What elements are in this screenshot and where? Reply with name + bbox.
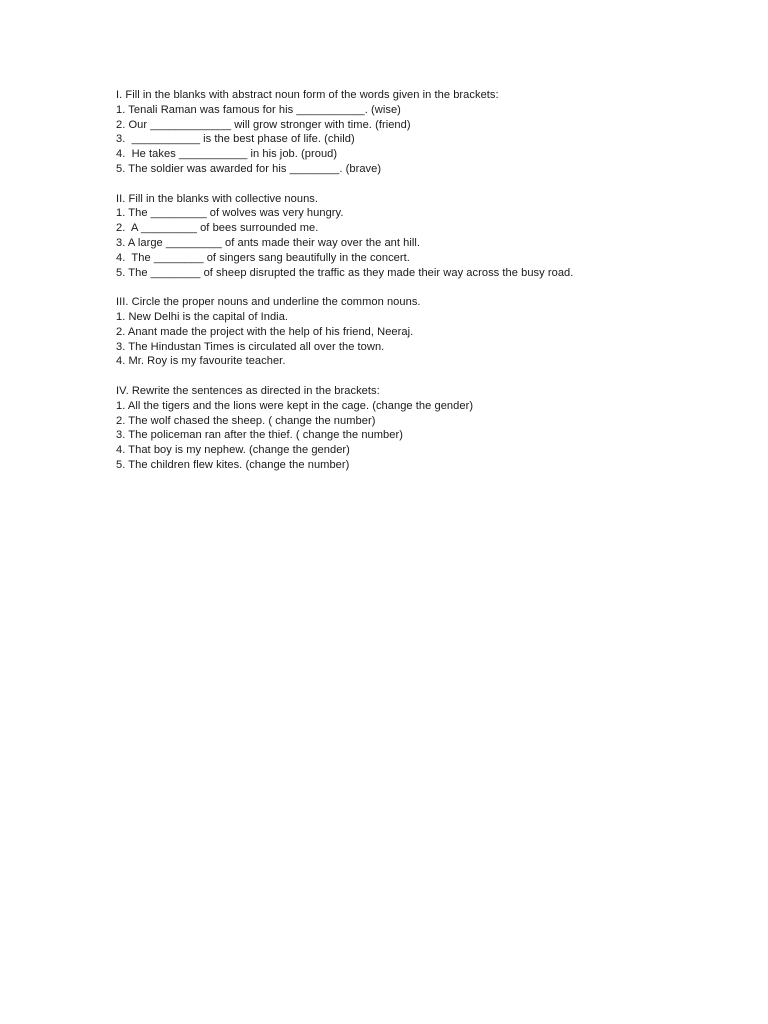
section-heading: III. Circle the proper nouns and underline the common nouns. [116, 296, 421, 309]
question-item: 4. Mr. Roy is my favourite teacher. [116, 355, 286, 368]
question-item: 4. He takes ___________ in his job. (proud) [116, 148, 338, 161]
question-item: 5. The soldier was awarded for his ________. (brave) [116, 162, 382, 175]
question-item: 3. A large _________ of ants made their way over the ant hill. [116, 236, 421, 249]
section-abstract-nouns [116, 88, 736, 177]
question-item: 3. ___________ is the best phase of life. (child) [116, 133, 355, 146]
question-item: 1. All the tigers and the lions were kept in the cage. (change the gender) [116, 399, 474, 412]
question-item: 2. The wolf chased the sheep. ( change the number) [116, 414, 376, 427]
question-item: 1. New Delhi is the capital of India. [116, 310, 289, 323]
section-rewrite-sentences [116, 384, 736, 473]
question-item: 2. A _________ of bees surrounded me. [116, 222, 319, 235]
section-heading: I. Fill in the blanks with abstract noun form of the words given in the brackets: [116, 89, 499, 101]
worksheet-content [116, 88, 736, 488]
section-heading: II. Fill in the blanks with collective nouns. [116, 192, 319, 205]
question-item: 4. The ________ of singers sang beautifully in the concert. [116, 251, 410, 264]
question-item: 1. The _________ of wolves was very hungry. [116, 207, 344, 220]
question-item: 3. The Hindustan Times is circulated all over the town. [116, 340, 385, 353]
question-item: 5. The ________ of sheep disrupted the traffic as they made their way across the busy road. [116, 266, 574, 279]
section-proper-common-nouns [116, 295, 736, 369]
section-collective-nouns [116, 192, 736, 281]
question-item: 3. The policeman ran after the thief. ( change the number) [116, 429, 403, 442]
question-item: 2. Anant made the project with the help of his friend, Neeraj. [116, 325, 414, 338]
section-heading: IV. Rewrite the sentences as directed in the brackets: [116, 384, 380, 397]
question-item: 4. That boy is my nephew. (change the gender) [116, 444, 350, 457]
question-item: 5. The children flew kites. (change the number) [116, 458, 350, 471]
question-item: 1. Tenali Raman was famous for his ___________. (wise) [116, 103, 401, 116]
question-item: 2. Our _____________ will grow stronger with time. (friend) [116, 118, 411, 131]
